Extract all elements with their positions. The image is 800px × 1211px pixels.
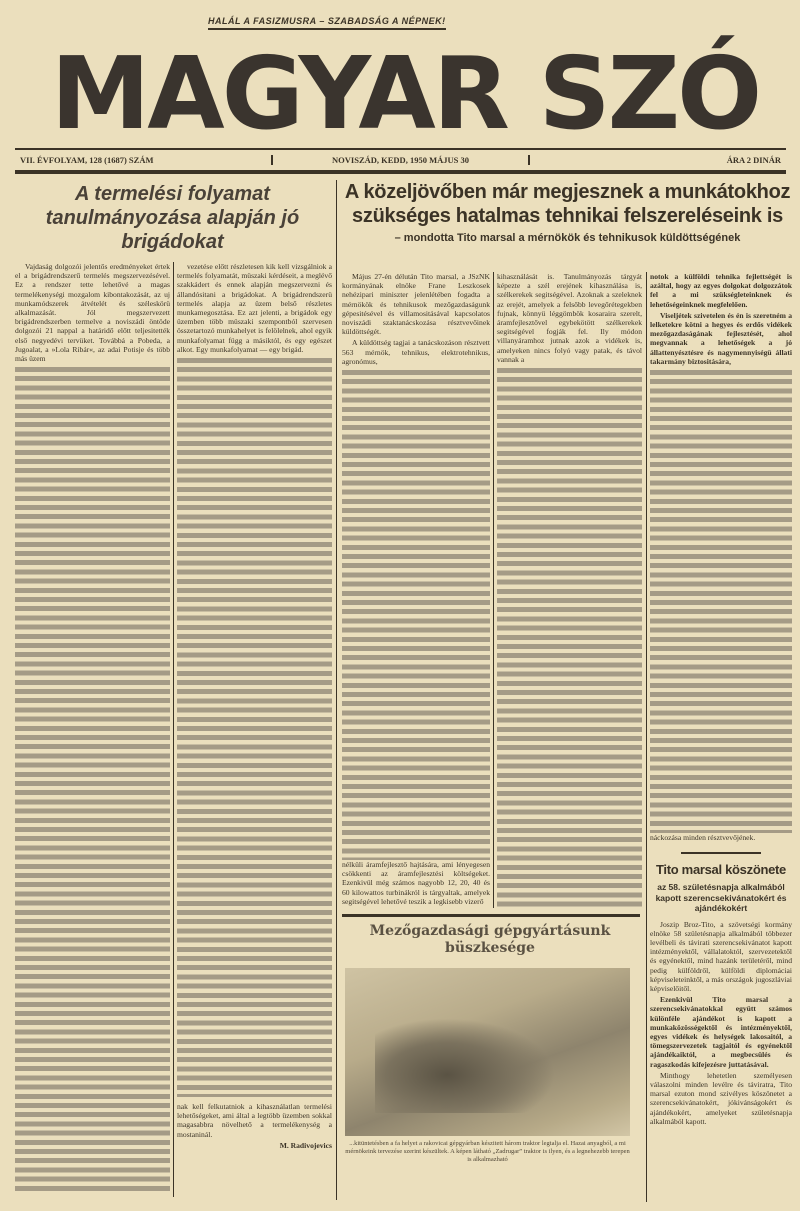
tito-article-body <box>650 920 792 1128</box>
author-signature: M. Radivojevics <box>279 1140 332 1150</box>
tito-article-subheadline: az 58. születésnapja alkalmából kapott szerencsekivánatokért és ajándékokért <box>655 882 787 913</box>
column-divider <box>646 272 647 1202</box>
main-article-column-3 <box>650 272 792 844</box>
volume-number: VII. ÉVFOLYAM, 128 (1687) SZÁM <box>20 155 154 165</box>
column-divider <box>493 272 494 908</box>
masthead-slogan: HALÁL A FASIZMUSRA – SZABADSÁG A NÉPNEK! <box>208 16 446 30</box>
text-lines <box>650 368 792 833</box>
column-divider <box>173 262 174 1197</box>
paragraph: vezetése előtt részletesen kik kell vizsgálniok a termelés folyamatát, müszaki kérdéseit, a meglévő szakkádert és ennek alapján megszervezni és állandósitani a brigádokat. A brigádrendszerü termelés alapja az üzem belső részletes munkamegosztása. Ez azt jelenti, a brigádok egy üzemben több müszaki szempontból szervesen összetartozó munkahelyet is felölelnek, ahol egyik munkafolyamat függ a másiktól, és egy egészet alkot. Egy munkafolyamat — egy brigád. <box>177 262 332 354</box>
paragraph: Minthogy lehetetlen személyesen válaszolni minden levélre és táviratra, Tito marsal ezuton mond szivélyes köszönetet a szerencsekivánatokért, jókivánságokért és ajándékokért, amelyeket születésnapja alkalmából kapott. <box>650 1070 792 1126</box>
text-lines <box>342 368 490 860</box>
main-headline: A közeljövőben már megjesznek a munkátokhoz szükséges hatalmas tehnikai felszereléseink is <box>344 181 791 227</box>
paragraph: Vajdaság dolgozói jelentős eredményeket értek el a brigádrendszerű termelés megszervezésével. Ez a rendszer tette lehetővé a magas termelékenységi mozgalom kibontakozását, az uj munkamódszerek átvételét és széleskörü alkalmazását. Jól megszervezett brigádrendszerben termelve a noviszádi öntöde dolgozói 21 nappal a határidő előtt teljesitették első negyedévi tervüket. Továbbá a Pobeda, a Jugoalat, a »Lola Ribár«, az adai Potisje és több más üzem <box>15 262 170 364</box>
left-article-ending <box>177 1102 332 1150</box>
newspaper-logo: MAGYAR SZÓ <box>50 35 760 152</box>
main-subheadline: – mondotta Tito marsal a mérnökök és tehnikusok küldöttségének <box>394 232 741 244</box>
left-article-column-2 <box>177 262 332 1097</box>
text-lines <box>497 366 642 908</box>
price: ÁRA 2 DINÁR <box>726 155 782 165</box>
tito-article-headline: Tito marsal köszönete <box>655 862 786 877</box>
tito-article <box>650 852 792 1128</box>
main-article-header <box>340 180 795 245</box>
text-lines <box>15 365 170 1192</box>
paragraph: Joszip Broz-Tito, a szövetségi kormány elnöke 58 születésnapja alkalmából többezer levélbeli és távirati szerencsekivánatot kapott intézményektől, vállalatoktól, szervezetektől és egyénektől, mind hazánk területéről, mind pedig külföldről, külföldi diplomáciai képviseleteinktől, a más országok jugoszláviai képviselőitől. <box>650 919 792 993</box>
section-divider <box>336 180 337 1200</box>
text-lines <box>177 356 332 1097</box>
paragraph: Május 27-én délután Tito marsal, a JSzNK kormányának elnöke Frane Leszkosek nehézipari miniszter jelenlétében fogadta a mérnökök és tehnikusok mezőgazdaságunk gépesitésével és villamositásával kapcsolatos noviszádi szaktanácskozása résztvevőinek küldöttségét. <box>342 272 490 337</box>
dateline: NOVISZÁD, KEDD, 1950 MÁJUS 30 <box>271 155 531 165</box>
paragraph: nélküli áramfejlesztő hajtására, ami lényegesen csökkenti az áramfejlesztési költségeket. Ezenkivül még számos nagyobb 12, 20, 40 és 60 kilowattos turbinákról is tárgyaltak, amelyek segitségével lehetővé teszik a legkisebb vizerő <box>342 859 490 906</box>
main-article-column-1 <box>342 272 490 908</box>
photo-caption: ...kitüntetésben a fa helyet a rakovicai gépgyárban készitett három traktor legtalja el. Hazai anyagból, a mi mérnökeink tervezése szerint készültek. A képen látható „Zadrugar” traktor is ilyen, és a legnehezebb terepen is alkalmazható <box>345 1140 630 1163</box>
paragraph: náckozása minden résztvevőjének. <box>650 832 756 842</box>
ornament-divider <box>681 852 761 854</box>
photo-article-headline: Mezőgazdasági gépgyártásunk büszkesége <box>369 923 611 956</box>
left-article-column-1 <box>15 262 170 1192</box>
section-rule <box>342 914 640 917</box>
paragraph: A küldöttség tagjai a tanácskozáson résztvett 563 mérnök, tehnikus, elektrotehnikus, agronómus, <box>342 338 490 366</box>
paragraph: notok a külföldi tehnika fejlettségét is azáltal, hogy az egyes dolgokat dolgozzátok fel a mi szükségleteinknek és lehetőségeinknek megfelelően. <box>650 272 792 309</box>
tractor-photo <box>345 968 630 1136</box>
paragraph: Ezenkivül Tito marsal a szerencsekivánatokkal együtt számos különféle ajándékot is kapott a munkaközösségektől és intézményektől, egyes vidékek és helységek lakosaitól, a tömegszervezetek tagjaitól és egyénektől ajándékaiktól, a megbecsülés és ragaszkodás kifejezésre juttatásával. <box>650 995 792 1069</box>
main-article-column-2 <box>497 272 642 908</box>
issue-info-bar <box>15 148 786 174</box>
paragraph: nak kell felkutatniok a kihasználatlan termelési lehetőségeket, ami által a legtöbb üzemben sokkal magasabbra növelhető a termelékenység a mostaninál. <box>177 1102 332 1139</box>
paragraph: Viseljétek szivetelen és én is szeretném a lelketekre kötni a hegyes és erdős vidékek mezőgazdaságának fejlesztését, ahol megvannak a lehetőségek a jó állattenyésztésre és nagymennyiségü állati takarmány biztositására, <box>650 310 792 366</box>
left-article-headline: A termelési folyamat tanulmányozása alapján jó brigádokat <box>45 183 300 253</box>
paragraph: kihasználását is. Tanulmányozás tárgyát képezte a szél erejének kihasználása is, szélkerekek segitségével. Azoknak a szeleknek az erejét, amelyek a felsőbb levegőrétegekben fujnak, könnyü léggömbök kosaraira szerelt, áramfejlesztővel egybekötött szélkerekek segitségével fogják fel. Ily módon villanyáramhoz jutnak azok a vidékek is, amelyeken nincs folyó vagy patak, és távol vannak a <box>497 272 642 364</box>
